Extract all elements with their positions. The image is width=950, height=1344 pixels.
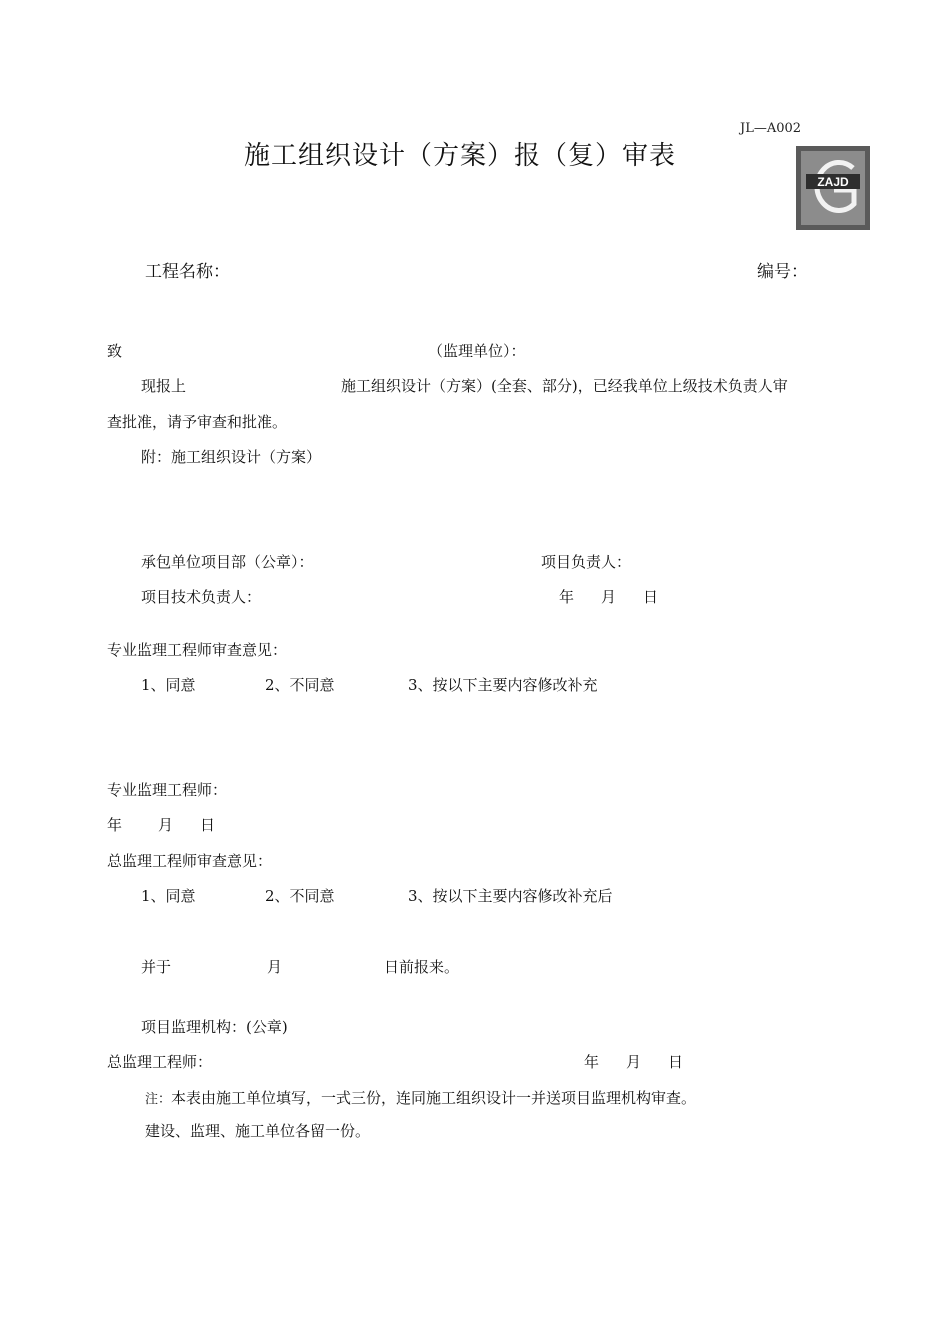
- report-text: 施工组织设计（方案）(全套、部分)，已经我单位上级技术负责人审: [341, 377, 788, 395]
- deadline-suffix: 日前报来。: [384, 958, 460, 976]
- contractor-year: 年: [559, 588, 575, 606]
- logo-text: ZAJD: [817, 175, 849, 189]
- specialist-day: 日: [200, 816, 216, 834]
- note-line-1: [145, 1088, 696, 1110]
- contractor-month: 月: [601, 588, 617, 606]
- tech-manager-label: 项目技术负责人：: [141, 588, 262, 606]
- specialist-month: 月: [158, 816, 174, 834]
- specialist-option-disagree: 2、不同意: [265, 676, 335, 694]
- report-continuation: 查批准，请予审查和批准。: [107, 413, 288, 431]
- specialist-option-agree: 1、同意: [141, 676, 196, 694]
- supervisor-unit-label: （监理单位）：: [428, 342, 526, 360]
- attachment-label: 附：施工组织设计（方案）: [141, 448, 322, 466]
- deadline-prefix: 并于: [141, 958, 172, 976]
- form-code: JL—A002: [740, 121, 802, 136]
- project-name-label: 工程名称：: [145, 262, 230, 282]
- note-text-1: 本表由施工单位填写，一式三份，连同施工组织设计一并送项目监理机构审查。: [171, 1089, 697, 1107]
- deadline-month: 月: [267, 958, 283, 976]
- chief-option-disagree: 2、不同意: [265, 887, 335, 905]
- specialist-option-revise: 3、按以下主要内容修改补充: [408, 676, 598, 694]
- number-label: 编号：: [757, 262, 808, 282]
- page-title: 施工组织设计（方案）报（复）审表: [244, 141, 677, 171]
- to-label: 致: [107, 342, 123, 360]
- chief-year: 年: [584, 1053, 600, 1071]
- contractor-dept-label: 承包单位项目部（公章）：: [141, 553, 314, 571]
- chief-option-revise: 3、按以下主要内容修改补充后: [408, 887, 613, 905]
- contractor-day: 日: [643, 588, 659, 606]
- project-manager-label: 项目负责人：: [541, 553, 632, 571]
- chief-engineer-label: 总监理工程师：: [107, 1053, 213, 1071]
- specialist-year: 年: [107, 816, 123, 834]
- note-line-2: 建设、监理、施工单位各留一份。: [145, 1122, 371, 1140]
- chief-option-agree: 1、同意: [141, 887, 196, 905]
- specialist-opinion-label: 专业监理工程师审查意见：: [107, 641, 288, 659]
- chief-month: 月: [626, 1053, 642, 1071]
- chief-opinion-label: 总监理工程师审查意见：: [107, 852, 273, 870]
- company-logo: [796, 146, 870, 230]
- chief-day: 日: [668, 1053, 684, 1071]
- supervision-org-label: 项目监理机构：(公章): [141, 1018, 288, 1036]
- report-prefix: 现报上: [141, 377, 187, 395]
- note-prefix: 注：: [145, 1092, 172, 1107]
- specialist-engineer-label: 专业监理工程师：: [107, 781, 228, 799]
